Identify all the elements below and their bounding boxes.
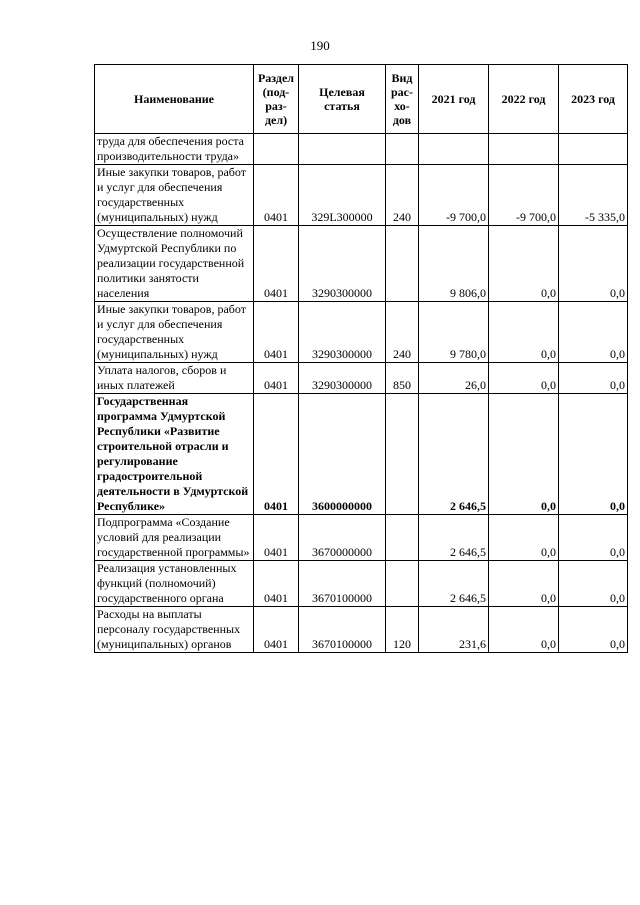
row-2022-cell: 0,0	[489, 394, 559, 515]
table-row	[95, 165, 628, 226]
row-name-cell: Уплата налогов, сборов и иных платежей	[95, 363, 254, 394]
row-2022-cell	[489, 134, 559, 165]
row-article-cell	[299, 134, 386, 165]
row-section-cell: 0401	[254, 515, 299, 561]
row-section-cell: 0401	[254, 561, 299, 607]
row-article-cell: 3600000000	[299, 394, 386, 515]
row-2021-cell	[419, 134, 489, 165]
row-kind-cell: 120	[386, 607, 419, 653]
header-row	[95, 65, 628, 134]
table-row	[95, 394, 628, 515]
table-row	[95, 226, 628, 302]
row-2022-cell: 0,0	[489, 561, 559, 607]
table-body	[95, 134, 628, 653]
row-article-cell: 3670000000	[299, 515, 386, 561]
header-kind: Вид рас-хо-дов	[386, 65, 419, 134]
header-2023: 2023 год	[559, 65, 628, 134]
header-article: Целевая статья	[299, 65, 386, 134]
row-name-cell: труда для обеспечения роста производительности труда»	[95, 134, 254, 165]
row-2021-cell: 9 780,0	[419, 302, 489, 363]
budget-table	[94, 64, 628, 653]
row-kind-cell: 850	[386, 363, 419, 394]
row-2023-cell: 0,0	[559, 394, 628, 515]
row-name-cell: Расходы на выплаты персоналу государственных (муниципальных) органов	[95, 607, 254, 653]
table-row	[95, 302, 628, 363]
row-name-cell: Реализация установленных функций (полномочий) государственного органа	[95, 561, 254, 607]
row-kind-cell: 240	[386, 165, 419, 226]
row-kind-cell	[386, 226, 419, 302]
row-section-cell: 0401	[254, 165, 299, 226]
row-2021-cell: 9 806,0	[419, 226, 489, 302]
row-name-cell: Иные закупки товаров, работ и услуг для обеспечения государственных (муниципальных) нужд	[95, 165, 254, 226]
row-2021-cell: 26,0	[419, 363, 489, 394]
table-row	[95, 363, 628, 394]
row-article-cell: 3290300000	[299, 302, 386, 363]
table-row	[95, 561, 628, 607]
row-2023-cell: 0,0	[559, 302, 628, 363]
row-2021-cell: -9 700,0	[419, 165, 489, 226]
header-2022: 2022 год	[489, 65, 559, 134]
header-name: Наименование	[95, 65, 254, 134]
row-2022-cell: 0,0	[489, 302, 559, 363]
table-row	[95, 134, 628, 165]
row-article-cell: 329L300000	[299, 165, 386, 226]
row-2022-cell: 0,0	[489, 363, 559, 394]
row-2023-cell: -5 335,0	[559, 165, 628, 226]
row-kind-cell	[386, 134, 419, 165]
row-2022-cell: 0,0	[489, 515, 559, 561]
row-2023-cell: 0,0	[559, 226, 628, 302]
row-section-cell	[254, 134, 299, 165]
row-kind-cell	[386, 394, 419, 515]
row-article-cell: 3670100000	[299, 561, 386, 607]
row-2021-cell: 2 646,5	[419, 515, 489, 561]
row-article-cell: 3290300000	[299, 363, 386, 394]
row-2023-cell: 0,0	[559, 561, 628, 607]
row-2021-cell: 2 646,5	[419, 394, 489, 515]
header-section: Раздел (под-раз-дел)	[254, 65, 299, 134]
row-name-cell: Государственная программа Удмуртской Республики «Развитие строительной отрасли и регулирование градостроительной деятельности в Удмуртской Республике»	[95, 394, 254, 515]
page-number: 190	[310, 38, 330, 53]
row-kind-cell	[386, 515, 419, 561]
row-2022-cell: 0,0	[489, 226, 559, 302]
header-2021: 2021 год	[419, 65, 489, 134]
table-row	[95, 515, 628, 561]
row-kind-cell: 240	[386, 302, 419, 363]
row-name-cell: Осуществление полномочий Удмуртской Республики по реализации государственной политики занятости населения	[95, 226, 254, 302]
row-section-cell: 0401	[254, 226, 299, 302]
row-section-cell: 0401	[254, 607, 299, 653]
row-section-cell: 0401	[254, 363, 299, 394]
row-section-cell: 0401	[254, 302, 299, 363]
row-2023-cell	[559, 134, 628, 165]
row-article-cell: 3290300000	[299, 226, 386, 302]
row-article-cell: 3670100000	[299, 607, 386, 653]
row-kind-cell	[386, 561, 419, 607]
row-section-cell: 0401	[254, 394, 299, 515]
row-2023-cell: 0,0	[559, 607, 628, 653]
row-2021-cell: 231,6	[419, 607, 489, 653]
row-2023-cell: 0,0	[559, 515, 628, 561]
table-row	[95, 607, 628, 653]
row-2022-cell: -9 700,0	[489, 165, 559, 226]
row-name-cell: Иные закупки товаров, работ и услуг для обеспечения государственных (муниципальных) нужд	[95, 302, 254, 363]
row-name-cell: Подпрограмма «Создание условий для реализации государственной программы»	[95, 515, 254, 561]
row-2021-cell: 2 646,5	[419, 561, 489, 607]
row-2022-cell: 0,0	[489, 607, 559, 653]
row-2023-cell: 0,0	[559, 363, 628, 394]
